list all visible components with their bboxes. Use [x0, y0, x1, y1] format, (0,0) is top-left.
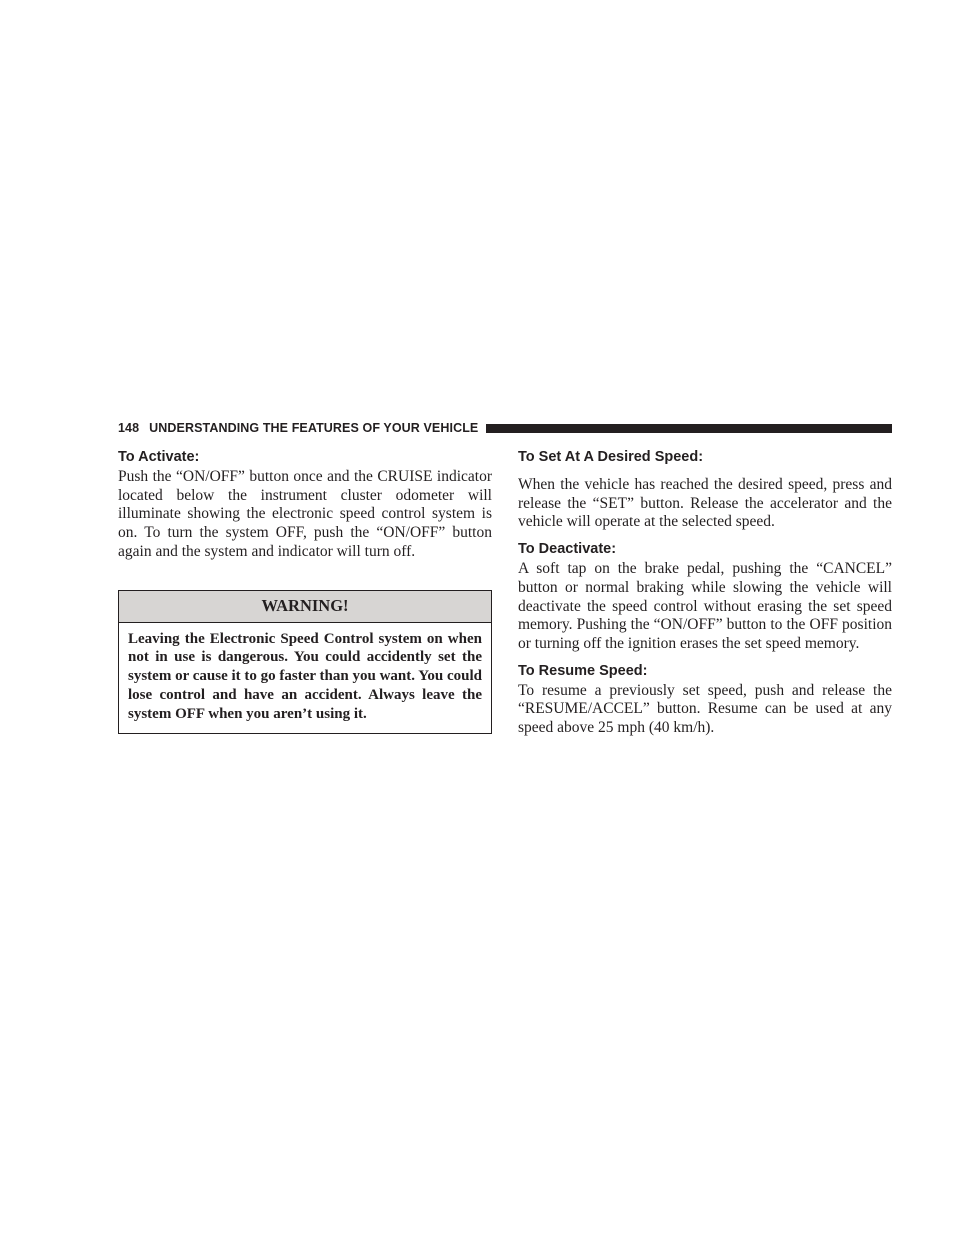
warning-title: WARNING!: [119, 591, 491, 623]
warning-text: Leaving the Electronic Speed Control system on when not in use is dangerous. You could accidently set the system or cause it to go faster than you want. You could lose control and have an accident. Always leave the system OFF when you aren’t using it.: [128, 630, 482, 722]
header-text: [118, 421, 478, 435]
right-column: [518, 446, 892, 738]
resume-text: To resume a previously set speed, push and release the “RESUME/ACCEL” button. Resume can be used at any speed above 25 mph (40 km/h).: [518, 681, 892, 737]
activate-text: Push the “ON/OFF” button once and the CRUISE indicator located below the instrument cluster odometer will illuminate showing the electronic speed control system is on. To turn the system OFF, push the “ON/OFF” button again and the system and indicator will turn off.: [118, 468, 492, 560]
left-column: [118, 446, 492, 734]
deactivate-heading: To Deactivate:: [518, 541, 617, 558]
activate-heading: To Activate:: [118, 449, 200, 465]
page-number: 148: [118, 421, 140, 435]
warning-box: [118, 590, 492, 734]
page-header: [118, 419, 892, 437]
header-rule: [486, 424, 892, 433]
set-speed-heading: To Set At A Desired Speed:: [518, 449, 704, 465]
section-title: UNDERSTANDING THE FEATURES OF YOUR VEHICLE: [149, 421, 479, 435]
resume-heading: To Resume Speed:: [518, 662, 648, 679]
deactivate-text: A soft tap on the brake pedal, pushing the “CANCEL” button or normal braking while slowing the vehicle will deactivate the speed control without erasing the set speed memory. Pushing the “ON/OFF” button to the OFF position or turning off the ignition erases the set speed memory.: [518, 560, 892, 652]
set-speed-text: When the vehicle has reached the desired speed, press and release the “SET” button. Release the accelerator and the vehicle will operate at the selected speed.: [518, 476, 892, 531]
